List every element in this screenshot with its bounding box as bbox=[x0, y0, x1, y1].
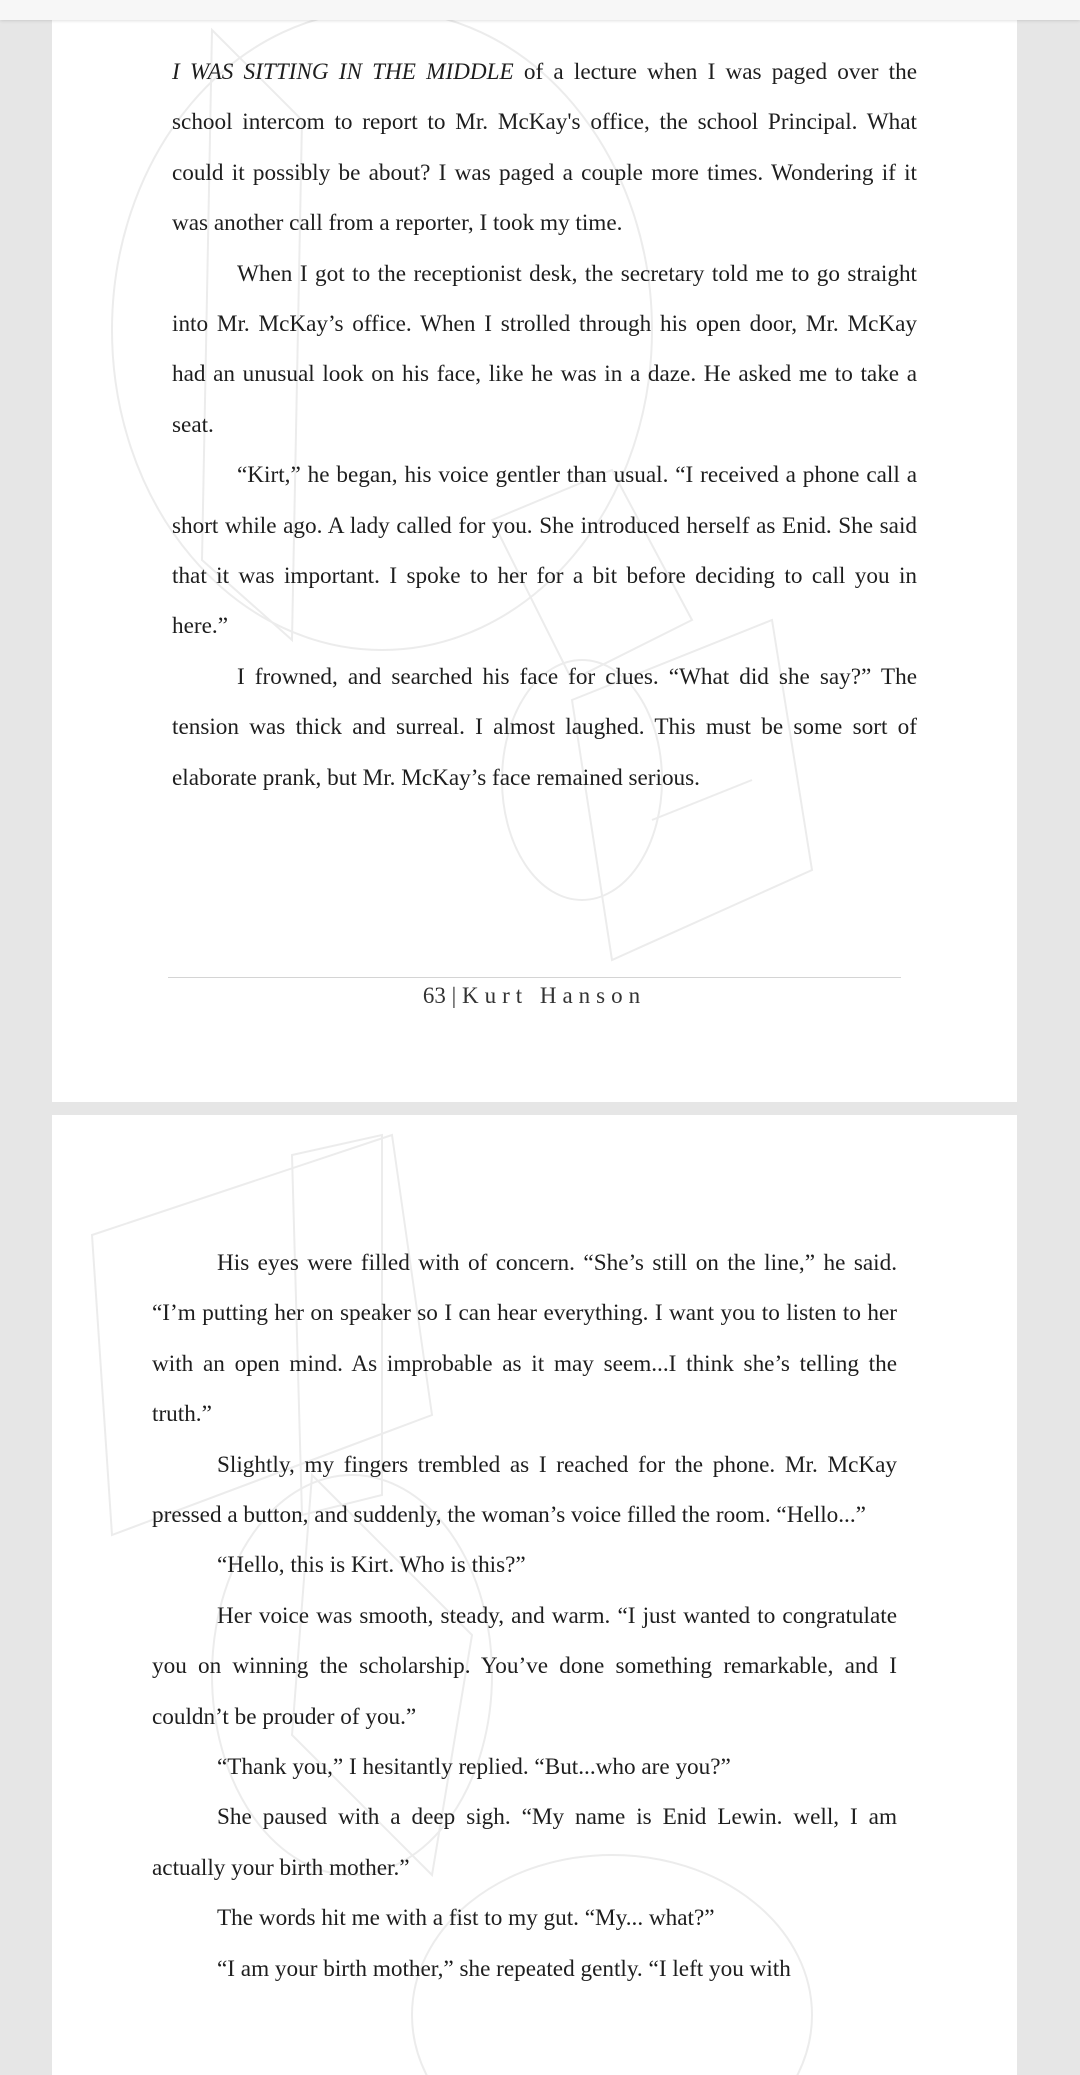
book-page-63 bbox=[52, 0, 1017, 1102]
paragraph: His eyes were filled with of concern. “She’s still on the line,” he said. “I’m putting her on speaker so I can hear everything. I want you to listen to her with an open mind. As improbable as it may seem...I think she’s telling the truth.” bbox=[152, 1250, 897, 1428]
paragraph: The words hit me with a fist to my gut. “My... what?” bbox=[217, 1905, 715, 1932]
paragraph: “Thank you,” I hesitantly replied. “But...who are you?” bbox=[217, 1754, 731, 1781]
paragraph-opening-text: of a lecture when I was paged over the school intercom to report to Mr. McKay's office, the school Principal. What could it possibly be about? I was paged a couple more times. Wondering if it was another call from a reporter, I took my time. bbox=[172, 59, 917, 237]
viewer-top-bar bbox=[0, 0, 1080, 20]
page-63-body bbox=[172, 47, 917, 803]
page-footer bbox=[52, 983, 1017, 1009]
paragraph: She paused with a deep sigh. “My name is Enid Lewin. well, I am actually your birth mother.” bbox=[152, 1804, 897, 1881]
paragraph: Her voice was smooth, steady, and warm. “I just wanted to congratulate you on winning the scholarship. You’ve done something remarkable, and I couldn’t be prouder of you.” bbox=[152, 1602, 897, 1730]
paragraph: “Kirt,” he began, his voice gentler than usual. “I received a phone call a short while ago. A lady called for you. She introduced herself as Enid. She said that it was important. I spoke to her for a bit before deciding to call you in here.” bbox=[172, 462, 917, 640]
paragraph: Slightly, my fingers trembled as I reached for the phone. Mr. McKay pressed a button, and suddenly, the woman’s voice filled the room. “Hello...” bbox=[152, 1451, 897, 1529]
footer-separator: | bbox=[451, 983, 457, 1008]
page-64-body bbox=[152, 1238, 897, 1994]
page-number: 63 bbox=[422, 983, 446, 1008]
paragraph: I frowned, and searched his face for clues. “What did she say?” The tension was thick and surreal. I almost laughed. This must be some sort of elaborate prank, but Mr. McKay’s face remained serious. bbox=[172, 663, 917, 791]
paragraph: “I am your birth mother,” she repeated gently. “I left you with bbox=[217, 1955, 791, 1982]
author-name: Kurt Hanson bbox=[461, 983, 647, 1008]
paragraph-opening bbox=[172, 47, 917, 249]
chapter-lead-in: I WAS SITTING IN THE MIDDLE bbox=[172, 59, 514, 85]
paragraph: “Hello, this is Kirt. Who is this?” bbox=[217, 1552, 526, 1579]
footer-divider bbox=[168, 977, 901, 978]
paragraph: When I got to the receptionist desk, the secretary told me to go straight into Mr. McKay’s office. When I strolled through his open door, Mr. McKay had an unusual look on his face, like he was in a daze. He asked me to take a seat. bbox=[172, 260, 917, 438]
book-page-64 bbox=[52, 1115, 1017, 2075]
